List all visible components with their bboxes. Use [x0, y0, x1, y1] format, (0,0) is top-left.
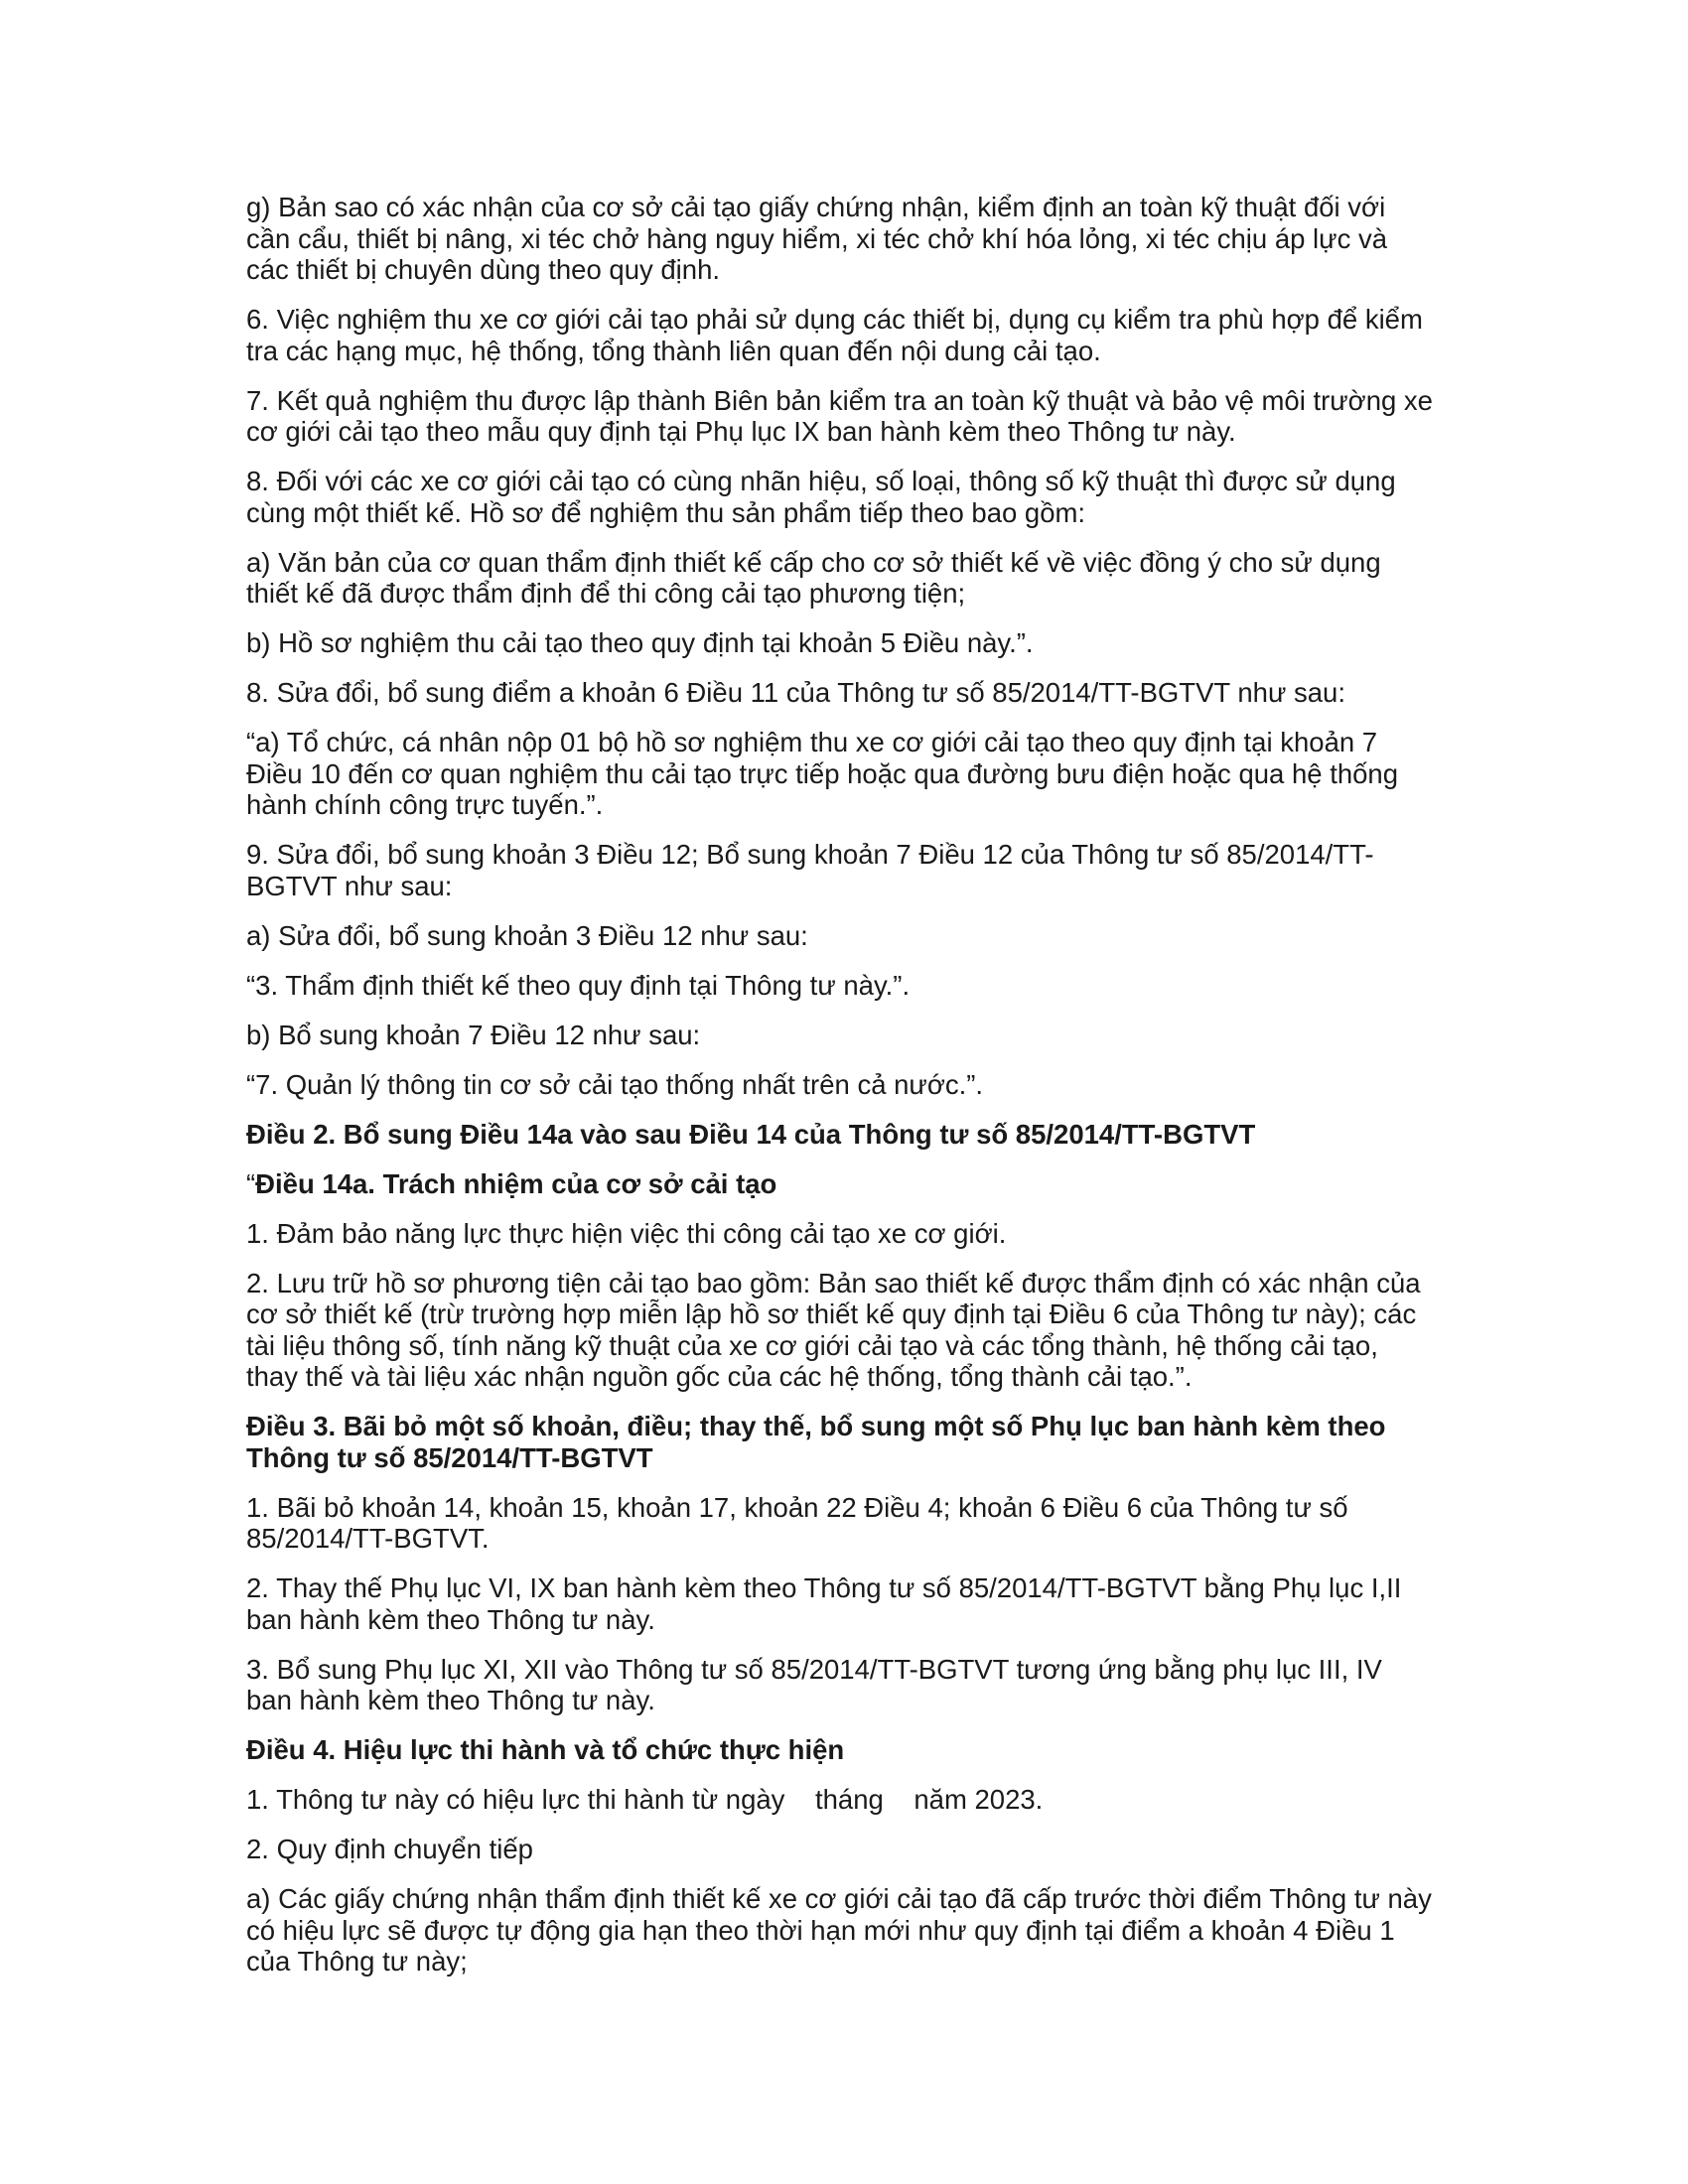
paragraph-8-same-design: 8. Đối với các xe cơ giới cải tạo có cùng nhãn hiệu, số loại, thông số kỹ thuật thì được sử dụng cùng một thiết kế. Hồ sơ để nghiệm thu sản phẩm tiếp theo bao gồm: — [246, 466, 1396, 528]
paragraph-2-transition: 2. Quy định chuyển tiếp — [246, 1834, 533, 1864]
article-3-heading: Điều 3. Bãi bỏ một số khoản, điều; thay thế, bổ sung một số Phụ lục ban hành kèm theo Thông tư số 85/2014/TT-BGTVT — [246, 1411, 1386, 1473]
paragraph-1-repeal-clauses: 1. Bãi bỏ khoản 14, khoản 15, khoản 17, khoản 22 Điều 4; khoản 6 Điều 6 của Thông tư số 85/2014/TT-BGTVT. — [246, 1491, 1348, 1554]
paragraph-6-acceptance-equipment: 6. Việc nghiệm thu xe cơ giới cải tạo phải sử dụng các thiết bị, dụng cụ kiểm tra phù hợp để kiểm tra các hạng mục, hệ thống, tổng thành liên quan đến nội dung cải tạo. — [246, 304, 1423, 366]
article-14a-title: Điều 14a. Trách nhiệm của cơ sở cải tạo — [255, 1167, 777, 1199]
paragraph-quote-7-information-management: “7. Quản lý thông tin cơ sở cải tạo thống nhất trên cả nước.”. — [246, 1068, 984, 1100]
paragraph-b-add-clause-7: b) Bổ sung khoản 7 Điều 12 như sau: — [246, 1019, 701, 1050]
opening-quote-mark: “ — [246, 1167, 256, 1199]
article-2-heading: Điều 2. Bổ sung Điều 14a vào sau Điều 14 của Thông tư số 85/2014/TT-BGTVT — [246, 1118, 1256, 1150]
paragraph-9-amend-article-12: 9. Sửa đổi, bổ sung khoản 3 Điều 12; Bổ sung khoản 7 Điều 12 của Thông tư số 85/2014/TT-BGTVT như sau: — [246, 839, 1374, 901]
paragraph-a-certificate-extension: a) Các giấy chứng nhận thẩm định thiết kế xe cơ giới cải tạo đã cấp trước thời điểm Thông tư này có hiệu lực sẽ được tự động gia hạn theo thời hạn mới như quy định tại điểm a khoản 4 Điều 1 của Thông tư này; — [246, 1883, 1432, 1977]
article-14a-heading — [246, 1168, 1434, 1200]
paragraph-3-add-appendices: 3. Bổ sung Phụ lục XI, XII vào Thông tư số 85/2014/TT-BGTVT tương ứng bằng phụ lục III, IV ban hành kèm theo Thông tư này. — [246, 1653, 1382, 1715]
paragraph-quote-3-design-appraisal: “3. Thẩm định thiết kế theo quy định tại Thông tư này.”. — [246, 969, 911, 1001]
paragraph-2-archive-dossier: 2. Lưu trữ hồ sơ phương tiện cải tạo bao gồm: Bản sao thiết kế được thẩm định có xác nhận của cơ sở thiết kế (trừ trường hợp miễn lập hồ sơ thiết kế quy định tại Điều 6 của Thông tư này); các tài liệu thông số, tính năng kỹ thuật của xe cơ giới cải tạo và các tổng thành, hệ thống cải tạo, thay thế và tài liệu xác nhận nguồn gốc của các hệ thống, tổng thành cải tạo.”. — [246, 1267, 1421, 1392]
paragraph-b-acceptance-dossier: b) Hồ sơ nghiệm thu cải tạo theo quy định tại khoản 5 Điều này.”. — [246, 627, 1034, 658]
paragraph-7-acceptance-result: 7. Kết quả nghiệm thu được lập thành Biên bản kiểm tra an toàn kỹ thuật và bảo vệ môi trường xe cơ giới cải tạo theo mẫu quy định tại Phụ lục IX ban hành kèm theo Thông tư này. — [246, 384, 1433, 447]
paragraph-a-approval-document: a) Văn bản của cơ quan thẩm định thiết kế cấp cho cơ sở thiết kế về việc đồng ý cho sử dụng thiết kế đã được thẩm định để thi công cải tạo phương tiện; — [246, 546, 1381, 609]
paragraph-1-effective-date: 1. Thông tư này có hiệu lực thi hành từ ngày tháng năm 2023. — [246, 1784, 1044, 1815]
paragraph-8-amend-article-11: 8. Sửa đổi, bổ sung điểm a khoản 6 Điều 11 của Thông tư số 85/2014/TT-BGTVT như sau: — [246, 677, 1345, 708]
paragraph-2-replace-appendices: 2. Thay thế Phụ lục VI, IX ban hành kèm theo Thông tư số 85/2014/TT-BGTVT bằng Phụ lục I,II ban hành kèm theo Thông tư này. — [246, 1572, 1402, 1635]
paragraph-a-amend-clause-3: a) Sửa đổi, bổ sung khoản 3 Điều 12 như sau: — [246, 919, 808, 951]
paragraph-g-copies: g) Bản sao có xác nhận của cơ sở cải tạo giấy chứng nhận, kiểm định an toàn kỹ thuật đối với cần cẩu, thiết bị nâng, xi téc chở hàng nguy hiểm, xi téc chở khí hóa lỏng, xi téc chịu áp lực và các thiết bị chuyên dùng theo quy định. — [246, 192, 1387, 285]
paragraph-1-ensure-capacity: 1. Đảm bảo năng lực thực hiện việc thi công cải tạo xe cơ giới. — [246, 1217, 1007, 1249]
document-page — [246, 192, 1434, 1995]
paragraph-quote-a-submission: “a) Tổ chức, cá nhân nộp 01 bộ hồ sơ nghiệm thu xe cơ giới cải tạo theo quy định tại khoản 7 Điều 10 đến cơ quan nghiệm thu cải tạo trực tiếp hoặc qua đường bưu điện hoặc qua hệ thống hành chính công trực tuyến.”. — [246, 727, 1399, 820]
article-4-heading: Điều 4. Hiệu lực thi hành và tổ chức thực hiện — [246, 1734, 845, 1765]
